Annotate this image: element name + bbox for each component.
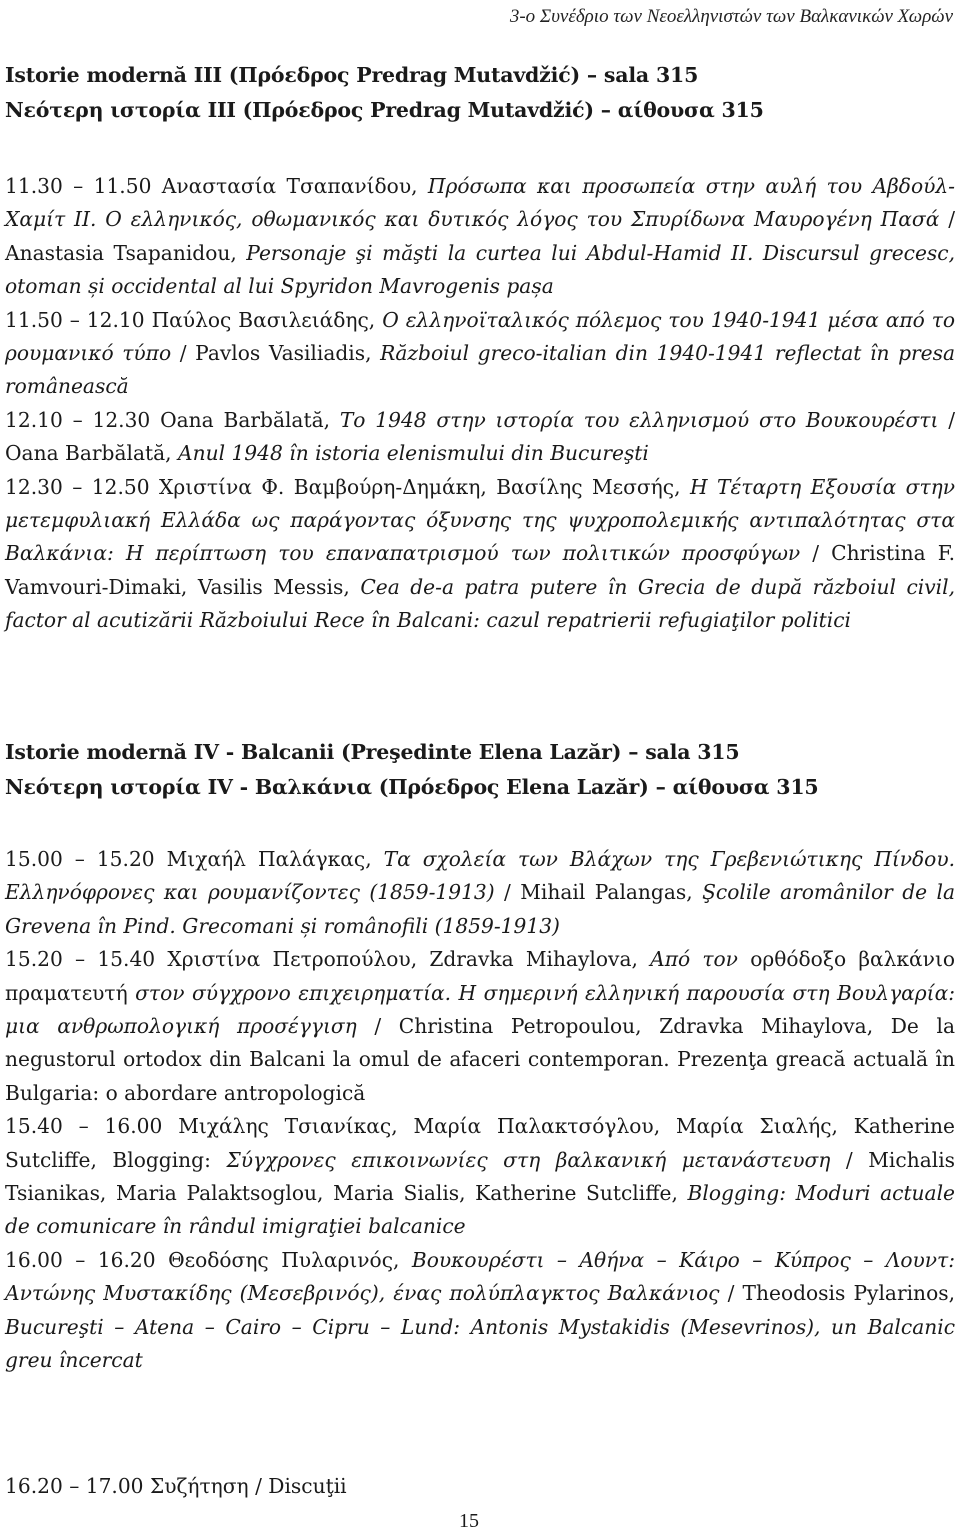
- schedule-entry: 15.40 – 16.00 Μιχάλης Τσιανίκας, Μαρία Παλακτσόγλου, Μαρία Σιαλής, Katherine Sutcliffe, Blogging: Σύγχρονες επικοινωνίες στη βαλκανική μετανάστευση / Michalis Tsianikas, Maria Palaktsoglou, Maria Sialis, Katherine Sutcliffe, Blogging: Moduri actuale de comunicare în rândul imigraţiei balcanice: [5, 1114, 956, 1239]
- schedule-entry: 15.00 – 15.20 Μιχαήλ Παλάγκας, Τα σχολεία των Βλάχων της Γρεβενιώτικης Πίνδου. Ελληνόφρονες και ρουμανίζοντες (1859-1913) / Mihail Palangas, Şcolile aromânilor de la Grevena în Pind. Grecomani și românofili (1859-1913): [5, 847, 956, 938]
- session-entries: [5, 170, 955, 638]
- session-modern-history-iv: [5, 735, 955, 1378]
- session-heading-el: Νεότερη ιστορία IV - Βαλκάνια (Πρόεδρος Elena Lazăr) – αίθουσα 315: [5, 775, 819, 799]
- session-modern-history-iii: [5, 58, 955, 638]
- page-number: 15: [459, 1510, 479, 1532]
- session-heading-ro: Istorie modernă III (Πρόεδρος Predrag Mutavdžić) – sala 315: [5, 63, 699, 87]
- schedule-entry: 12.10 – 12.30 Oana Barbălată, Το 1948 στην ιστορία του ελληνισμού στο Βουκουρέστι / Oana Barbălată, Anul 1948 în istoria elenismului din Bucureşti: [5, 407, 955, 466]
- schedule-entry: 12.30 – 12.50 Χριστίνα Φ. Βαμβούρη-Δημάκη, Βασίλης Μεσσής, Η Τέταρτη Εξουσία στην μετεμφυλιακή Ελλάδα ως παράγοντας όξυνσης της ψυχροπολεμικής αντιπαλότητας στα Βαλκάνια: Η περίπτωση του επαναπατρισμού των πολιτικών προσφύγων / Christina F. Vamvouri-Dimaki, Vasilis Messis, Cea de-a patra putere în Grecia de după războiul civil, factor al acutizării Războiului Rece în Balcani: cazul repatrierii refugiaţilor politici: [5, 474, 956, 633]
- session-heading-ro: Istorie modernă IV - Balcanii (Preşedinte Elena Lazăr) – sala 315: [5, 740, 740, 764]
- schedule-entry: 11.50 – 12.10 Παύλος Βασιλειάδης, Ο ελληνοϊταλικός πόλεμος του 1940-1941 μέσα από το ρουμανικό τύπο / Pavlos Vasiliadis, Războiul greco-italian din 1940-1941 reflectat în presa românească: [5, 307, 956, 399]
- session-entries: [5, 843, 955, 1378]
- discussion-slot: 16.20 – 17.00 Συζήτηση / Discuţii: [5, 1474, 347, 1499]
- document-page: [5, 0, 955, 1536]
- schedule-entry: 15.20 – 15.40 Χριστίνα Πετροπούλου, Zdravka Mihaylova, Από τον ορθόδοξο βαλκάνιο πραματευτή στον σύγχρονο επιχειρηματία. Η σημερινή ελληνική παρουσία στη Βουλγαρία: μια ανθρωπολογική προσέγγιση / Christina Petropoulou, Zdravka Mihaylova, De la negustorul ortodox din Balcani la omul de afaceri contemporan. Prezenţa greacă actuală în Bulgaria: o abordare antropologică: [5, 947, 956, 1105]
- schedule-entry: 11.30 – 11.50 Αναστασία Τσαπανίδου, Πρόσωπα και προσωπεία στην αυλή του Αβδούλ-Χαμίτ ΙΙ. Ο ελληνικός, οθωμανικός και δυτικός λόγος του Σπυρίδωνα Μαυρογένη Πασά / Anastasia Tsapanidou, Personaje şi măşti la curtea lui Abdul-Hamid II. Discursul grecesc, otoman și occidental al lui Spyridon Mavrogenis pașa: [5, 174, 956, 299]
- running-header: 3-ο Συνέδριο των Νεοελληνιστών των Βαλκανικών Χωρών: [509, 6, 953, 27]
- schedule-entry: 16.00 – 16.20 Θεοδόσης Πυλαρινός, Βουκουρέστι – Αθήνα – Κάιρο – Κύπρος – Λουντ: Αντώνης Μυστακίδης (Μεσεβρινός), ένας πολύπλαγκτος Βαλκάνιος / Theodosis Pylarinos, Bucureşti – Atena – Cairo – Cipru – Lund: Antonis Mystakidis (Mesevrinos), un Balcanic greu încercat: [5, 1247, 956, 1373]
- session-heading-el: Νεότερη ιστορία III (Πρόεδρος Predrag Mutavdžić) – αίθουσα 315: [5, 98, 764, 122]
